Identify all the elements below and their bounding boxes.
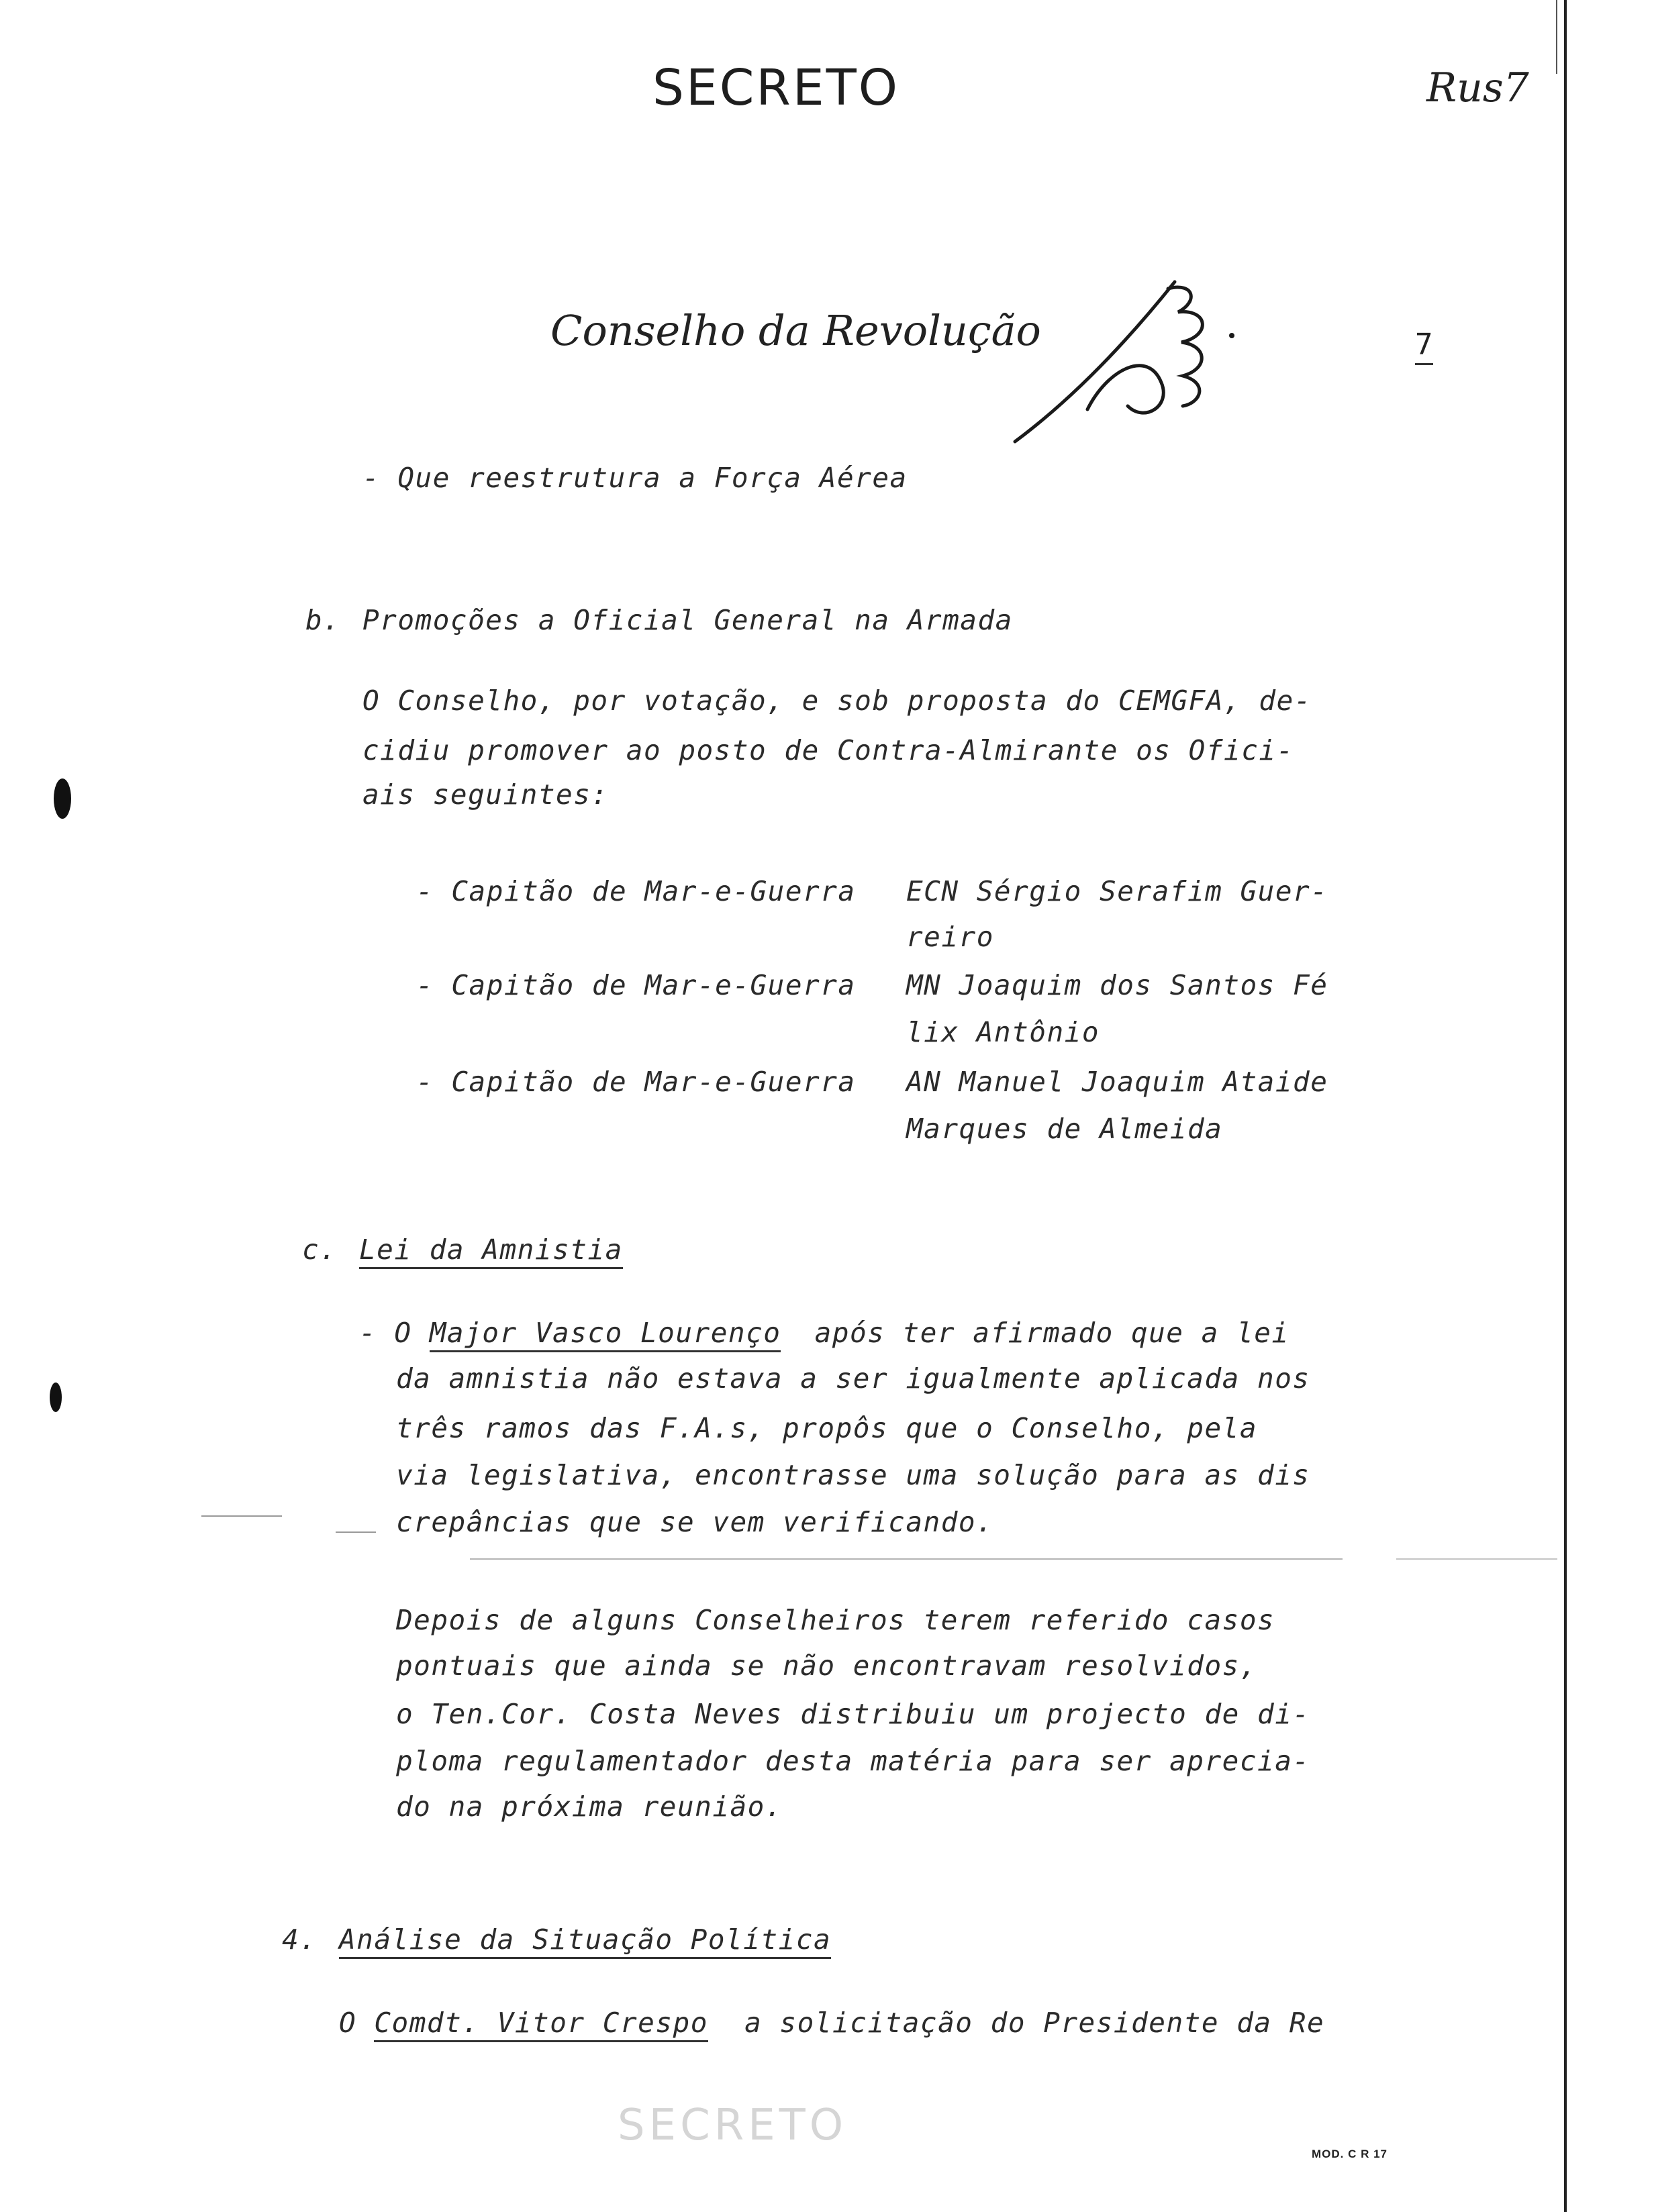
punch-hole bbox=[54, 778, 71, 819]
paragraph-line: - O Major Vasco Lourenço após ter afirmado que a lei bbox=[359, 1317, 1290, 1349]
section-4-marker: 4. bbox=[282, 1923, 318, 1956]
person-name: Comdt. Vitor Crespo bbox=[374, 2007, 708, 2042]
paragraph-line: da amnistia não estava a ser igualmente aplicada nos bbox=[396, 1362, 1310, 1395]
section-c-marker: c. bbox=[302, 1234, 338, 1266]
paragraph-line: cidiu promover ao posto de Contra-Almirante os Ofici- bbox=[362, 734, 1294, 766]
officer-name: AN Manuel Joaquim Ataide bbox=[906, 1066, 1328, 1098]
scan-artifact-line bbox=[470, 1558, 1343, 1560]
binding-edge-line bbox=[1564, 0, 1567, 2212]
paragraph-line: crepâncias que se vem verificando. bbox=[396, 1506, 994, 1538]
paragraph-line: via legislativa, encontrasse uma solução para as dis bbox=[396, 1459, 1310, 1491]
paragraph-line: do na próxima reunião. bbox=[396, 1791, 783, 1823]
page-number: 7 bbox=[1415, 328, 1433, 362]
officer-rank: - Capitão de Mar-e-Guerra bbox=[416, 1066, 856, 1098]
officer-name: ECN Sérgio Serafim Guer- bbox=[906, 875, 1328, 907]
paragraph-line: ploma regulamentador desta matéria para ser aprecia- bbox=[396, 1745, 1310, 1777]
paragraph-line: ais seguintes: bbox=[362, 778, 609, 811]
paragraph-line: pontuais que ainda se não encontravam resolvidos, bbox=[396, 1650, 1258, 1682]
signature bbox=[1007, 268, 1262, 450]
person-name: Major Vasco Lourenço bbox=[430, 1317, 781, 1352]
officer-name: reiro bbox=[906, 921, 994, 953]
scan-artifact-line bbox=[1396, 1558, 1557, 1560]
line-reestrutura: - Que reestrutura a Força Aérea bbox=[362, 462, 908, 494]
officer-rank: - Capitão de Mar-e-Guerra bbox=[416, 969, 856, 1001]
paragraph-line: Depois de alguns Conselheiros terem referido casos bbox=[396, 1604, 1275, 1636]
punch-hole bbox=[50, 1382, 62, 1412]
section-c-title: Lei da Amnistia bbox=[359, 1234, 623, 1266]
faded-classification-stamp: SECRETO bbox=[618, 2101, 848, 2150]
paragraph-line: o Ten.Cor. Costa Neves distribuiu um projecto de di- bbox=[396, 1698, 1310, 1730]
form-code: MOD. C R 17 bbox=[1312, 2148, 1388, 2160]
scan-artifact-line bbox=[201, 1515, 282, 1517]
section-b-marker: b. bbox=[305, 604, 341, 636]
section-b-title: Promoções a Oficial General na Armada bbox=[362, 604, 1013, 636]
paragraph-line: O Comdt. Vitor Crespo a solicitação do Presidente da Re bbox=[339, 2007, 1324, 2039]
officer-name: MN Joaquim dos Santos Fé bbox=[906, 969, 1328, 1001]
classification-stamp: SECRETO bbox=[652, 59, 900, 117]
officer-name: lix Antônio bbox=[906, 1016, 1100, 1048]
section-4-title: Análise da Situação Política bbox=[339, 1923, 831, 1956]
officer-rank: - Capitão de Mar-e-Guerra bbox=[416, 875, 856, 907]
paragraph-line: O Conselho, por votação, e sob proposta do CEMGFA, de- bbox=[362, 685, 1312, 717]
binding-edge-line-inner bbox=[1556, 0, 1557, 74]
scan-artifact-line bbox=[336, 1531, 376, 1533]
handwritten-initials: Rus7 bbox=[1426, 64, 1529, 111]
letterhead: Conselho da Revolução bbox=[550, 306, 1041, 355]
officer-name: Marques de Almeida bbox=[906, 1113, 1223, 1145]
paragraph-line: três ramos das F.A.s, propôs que o Conselho, pela bbox=[396, 1412, 1258, 1444]
